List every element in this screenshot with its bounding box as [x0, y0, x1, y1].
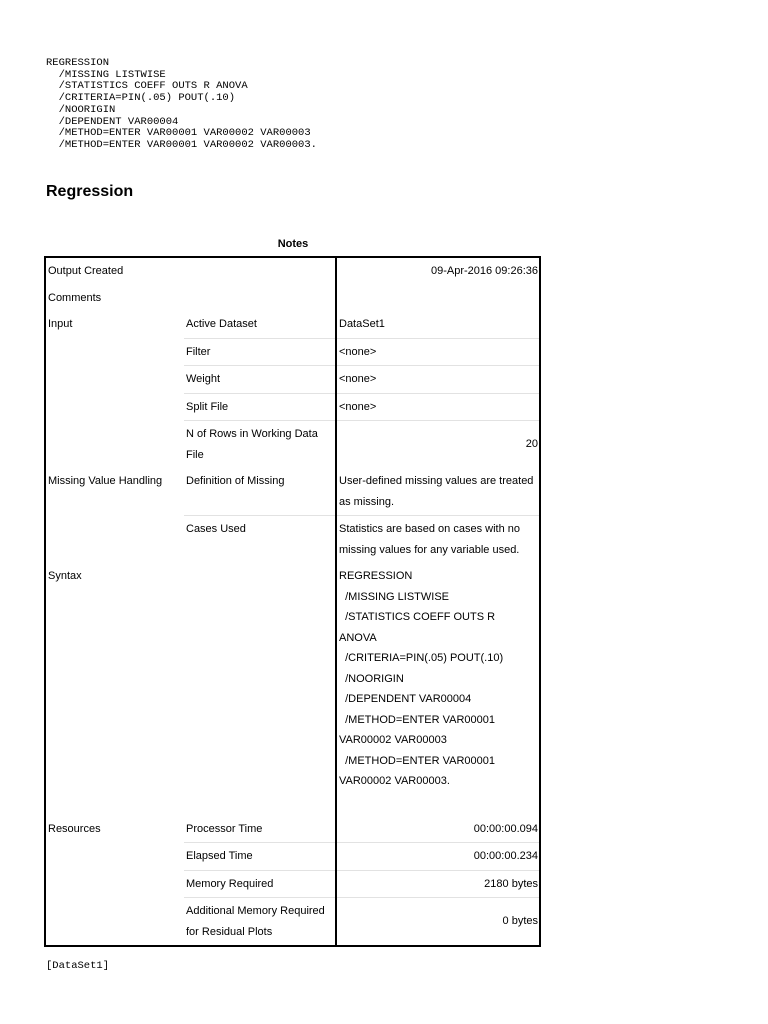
row-sublabel: Cases Used	[184, 516, 336, 564]
row-sublabel: Processor Time	[186, 822, 263, 835]
table-row	[45, 421, 540, 469]
table-row	[45, 843, 540, 871]
row-sublabel: N of Rows in Working Data File	[184, 421, 336, 469]
syntax-line: REGRESSION	[46, 57, 110, 69]
cell-value: 2180 bytes	[336, 870, 540, 898]
row-label: Missing Value Handling	[48, 475, 163, 487]
cell-value: <none>	[336, 366, 540, 394]
syntax-line: /METHOD=ENTER VAR00001	[339, 754, 495, 767]
notes-table	[44, 256, 541, 947]
syntax-line: VAR00002 VAR00003	[339, 734, 447, 746]
table-caption: Notes	[277, 238, 309, 250]
cell-value: 20	[336, 421, 540, 469]
row-label: Input	[48, 318, 73, 330]
cell-value: <none>	[336, 338, 540, 366]
table-row	[45, 338, 540, 366]
syntax-value	[336, 563, 540, 816]
table-row	[45, 870, 540, 898]
cell-value: 00:00:00.094	[336, 816, 540, 843]
row-sublabel: Elapsed Time	[184, 843, 336, 871]
cell-value: 09-Apr-2016 09:26:36	[336, 257, 540, 285]
cell-value: Statistics are based on cases with no missing values for any variable used.	[336, 516, 540, 564]
table-row	[45, 311, 540, 338]
table-row	[45, 468, 540, 516]
row-sublabel: Additional Memory Required for Residual Plots	[184, 898, 336, 947]
syntax-line: VAR00002 VAR00003.	[339, 775, 450, 787]
row-label: Syntax	[48, 570, 82, 582]
syntax-line: REGRESSION	[339, 570, 413, 582]
cell-value: 0 bytes	[336, 898, 540, 947]
syntax-line: /METHOD=ENTER VAR00001 VAR00002 VAR00003.	[46, 138, 317, 151]
table-row	[45, 563, 540, 816]
cell-value: DataSet1	[336, 311, 540, 338]
row-label: Resources	[48, 822, 101, 835]
syntax-line: /STATISTICS COEFF OUTS R ANOVA	[46, 80, 248, 93]
table-row	[45, 257, 540, 285]
table-row	[45, 816, 540, 843]
syntax-line: /MISSING LISTWISE	[339, 590, 450, 603]
cell-value	[336, 285, 540, 312]
syntax-line: /CRITERIA=PIN(.05) POUT(.10)	[339, 652, 504, 664]
row-sublabel: Active Dataset	[186, 318, 257, 330]
table-row	[45, 516, 540, 564]
syntax-line: /CRITERIA=PIN(.05) POUT(.10)	[46, 92, 236, 105]
cell-value: <none>	[336, 393, 540, 421]
cell-value: User-defined missing values are treated as missing.	[336, 468, 540, 516]
table-row	[45, 898, 540, 947]
row-label: Comments	[48, 291, 102, 304]
syntax-block	[46, 58, 317, 152]
syntax-line: /NOORIGIN	[339, 672, 404, 685]
dataset-label: [DataSet1]	[46, 960, 110, 972]
row-sublabel: Weight	[184, 366, 336, 394]
row-sublabel: Split File	[184, 393, 336, 421]
syntax-line: /DEPENDENT VAR00004	[46, 115, 179, 128]
table-row	[45, 366, 540, 394]
table-row	[45, 393, 540, 421]
syntax-line: /METHOD=ENTER VAR00001	[339, 713, 495, 726]
row-label: Output Created	[48, 265, 124, 277]
syntax-line: ANOVA	[339, 631, 377, 644]
row-sublabel: Filter	[184, 338, 336, 366]
row-sublabel: Definition of Missing	[186, 475, 285, 487]
syntax-line: /DEPENDENT VAR00004	[339, 693, 472, 705]
syntax-line: /NOORIGIN	[46, 103, 116, 116]
syntax-line: /MISSING LISTWISE	[46, 68, 166, 81]
cell-value: 00:00:00.234	[336, 843, 540, 871]
page-title: Regression	[46, 183, 134, 200]
row-sublabel: Memory Required	[184, 870, 336, 898]
table-row	[45, 285, 540, 312]
syntax-line: /METHOD=ENTER VAR00001 VAR00002 VAR00003	[46, 127, 311, 140]
syntax-line: /STATISTICS COEFF OUTS R	[339, 611, 496, 623]
